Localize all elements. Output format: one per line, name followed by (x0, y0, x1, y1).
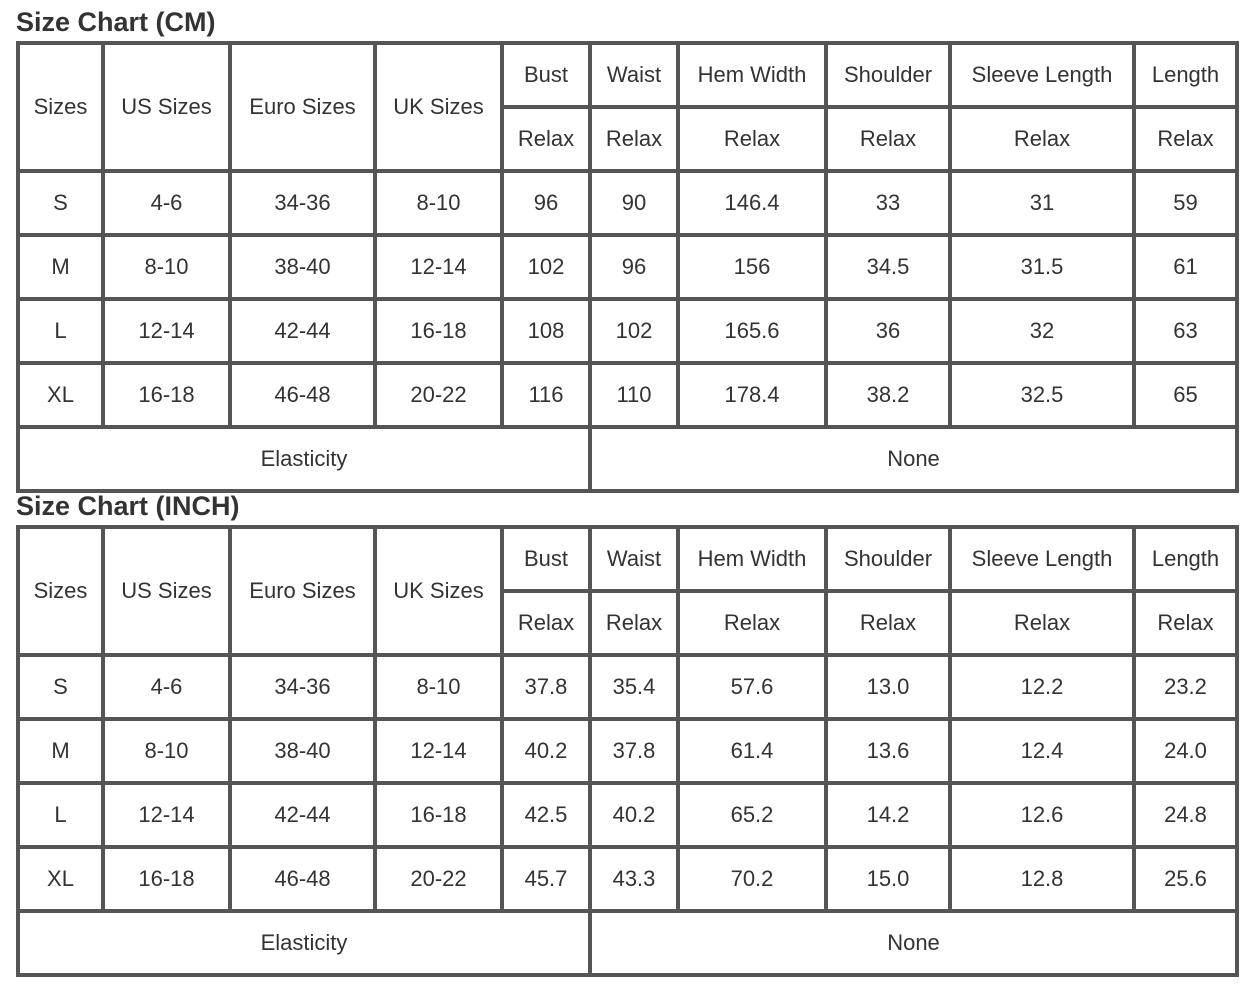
cell-shoulder: 33 (826, 171, 950, 235)
header-hem-width: Hem Width (678, 527, 826, 591)
size-chart-cm-title: Size Chart (CM) (16, 7, 216, 37)
cell-size: S (18, 171, 103, 235)
cell-waist: 110 (590, 363, 678, 427)
cell-hem-width: 65.2 (678, 783, 826, 847)
cell-size: S (18, 655, 103, 719)
cell-sleeve-length: 12.6 (950, 783, 1134, 847)
cell-sleeve-length: 32.5 (950, 363, 1134, 427)
cell-shoulder: 14.2 (826, 783, 950, 847)
cell-waist: 37.8 (590, 719, 678, 783)
elasticity-row (18, 911, 1237, 975)
cell-length: 25.6 (1134, 847, 1237, 911)
cell-sleeve-length: 31 (950, 171, 1134, 235)
cell-shoulder: 36 (826, 299, 950, 363)
cell-length: 65 (1134, 363, 1237, 427)
table-row (18, 847, 1237, 911)
size-chart-inch-title: Size Chart (INCH) (16, 491, 240, 521)
table-row (18, 719, 1237, 783)
cell-hem-width: 61.4 (678, 719, 826, 783)
cell-bust: 42.5 (502, 783, 590, 847)
cell-hem-width: 146.4 (678, 171, 826, 235)
cell-uk-size: 8-10 (375, 655, 502, 719)
header-shoulder: Shoulder (826, 527, 950, 591)
cell-shoulder: 15.0 (826, 847, 950, 911)
subheader-relax: Relax (950, 591, 1134, 655)
table-row (18, 363, 1237, 427)
subheader-relax: Relax (1134, 107, 1237, 171)
cell-length: 59 (1134, 171, 1237, 235)
elasticity-value: None (590, 911, 1237, 975)
subheader-relax: Relax (502, 107, 590, 171)
cell-waist: 35.4 (590, 655, 678, 719)
header-length: Length (1134, 43, 1237, 107)
header-waist: Waist (590, 527, 678, 591)
header-length: Length (1134, 527, 1237, 591)
cell-sleeve-length: 31.5 (950, 235, 1134, 299)
header-us-sizes: US Sizes (103, 527, 230, 655)
cell-us-size: 8-10 (103, 719, 230, 783)
cell-us-size: 12-14 (103, 299, 230, 363)
cell-bust: 37.8 (502, 655, 590, 719)
header-row (18, 43, 1237, 107)
cell-uk-size: 12-14 (375, 719, 502, 783)
cell-uk-size: 20-22 (375, 847, 502, 911)
cell-us-size: 16-18 (103, 363, 230, 427)
header-sleeve-length: Sleeve Length (950, 527, 1134, 591)
cell-uk-size: 16-18 (375, 783, 502, 847)
header-euro-sizes: Euro Sizes (230, 527, 375, 655)
header-row (18, 527, 1237, 591)
header-uk-sizes: UK Sizes (375, 527, 502, 655)
cell-size: XL (18, 363, 103, 427)
cell-waist: 43.3 (590, 847, 678, 911)
cell-euro-size: 46-48 (230, 847, 375, 911)
cell-hem-width: 57.6 (678, 655, 826, 719)
cell-sleeve-length: 32 (950, 299, 1134, 363)
cell-uk-size: 12-14 (375, 235, 502, 299)
elasticity-label: Elasticity (18, 427, 590, 491)
header-hem-width: Hem Width (678, 43, 826, 107)
table-row (18, 655, 1237, 719)
subheader-relax: Relax (826, 591, 950, 655)
cell-bust: 108 (502, 299, 590, 363)
cell-us-size: 16-18 (103, 847, 230, 911)
cell-hem-width: 178.4 (678, 363, 826, 427)
elasticity-label: Elasticity (18, 911, 590, 975)
subheader-relax: Relax (1134, 591, 1237, 655)
header-euro-sizes: Euro Sizes (230, 43, 375, 171)
cell-uk-size: 20-22 (375, 363, 502, 427)
cell-size: L (18, 299, 103, 363)
cell-hem-width: 165.6 (678, 299, 826, 363)
cell-length: 24.8 (1134, 783, 1237, 847)
cell-hem-width: 156 (678, 235, 826, 299)
cell-length: 24.0 (1134, 719, 1237, 783)
table-row (18, 235, 1237, 299)
table-row (18, 783, 1237, 847)
cell-sleeve-length: 12.2 (950, 655, 1134, 719)
header-sleeve-length: Sleeve Length (950, 43, 1134, 107)
header-us-sizes: US Sizes (103, 43, 230, 171)
cell-us-size: 4-6 (103, 655, 230, 719)
subheader-relax: Relax (502, 591, 590, 655)
cell-shoulder: 13.0 (826, 655, 950, 719)
size-chart-cm-table (16, 41, 1239, 493)
cell-size: L (18, 783, 103, 847)
cell-size: M (18, 719, 103, 783)
cell-uk-size: 8-10 (375, 171, 502, 235)
subheader-relax: Relax (950, 107, 1134, 171)
cell-hem-width: 70.2 (678, 847, 826, 911)
cell-euro-size: 46-48 (230, 363, 375, 427)
cell-bust: 40.2 (502, 719, 590, 783)
cell-shoulder: 13.6 (826, 719, 950, 783)
header-waist: Waist (590, 43, 678, 107)
cell-sleeve-length: 12.4 (950, 719, 1134, 783)
header-uk-sizes: UK Sizes (375, 43, 502, 171)
header-sizes: Sizes (18, 527, 103, 655)
cell-length: 61 (1134, 235, 1237, 299)
subheader-relax: Relax (678, 107, 826, 171)
cell-waist: 40.2 (590, 783, 678, 847)
cell-length: 63 (1134, 299, 1237, 363)
size-chart-inch-table (16, 525, 1239, 977)
cell-bust: 96 (502, 171, 590, 235)
header-bust: Bust (502, 527, 590, 591)
table-row (18, 171, 1237, 235)
cell-us-size: 4-6 (103, 171, 230, 235)
header-shoulder: Shoulder (826, 43, 950, 107)
cell-euro-size: 34-36 (230, 655, 375, 719)
cell-us-size: 8-10 (103, 235, 230, 299)
elasticity-value: None (590, 427, 1237, 491)
cell-bust: 102 (502, 235, 590, 299)
cell-waist: 102 (590, 299, 678, 363)
cell-shoulder: 38.2 (826, 363, 950, 427)
cell-size: XL (18, 847, 103, 911)
cell-us-size: 12-14 (103, 783, 230, 847)
cell-shoulder: 34.5 (826, 235, 950, 299)
cell-waist: 90 (590, 171, 678, 235)
cell-euro-size: 42-44 (230, 299, 375, 363)
cell-length: 23.2 (1134, 655, 1237, 719)
subheader-relax: Relax (590, 107, 678, 171)
subheader-relax: Relax (590, 591, 678, 655)
subheader-relax: Relax (826, 107, 950, 171)
elasticity-row (18, 427, 1237, 491)
cell-uk-size: 16-18 (375, 299, 502, 363)
cell-waist: 96 (590, 235, 678, 299)
cell-euro-size: 42-44 (230, 783, 375, 847)
header-sizes: Sizes (18, 43, 103, 171)
cell-euro-size: 38-40 (230, 235, 375, 299)
subheader-relax: Relax (678, 591, 826, 655)
cell-sleeve-length: 12.8 (950, 847, 1134, 911)
cell-euro-size: 38-40 (230, 719, 375, 783)
cell-euro-size: 34-36 (230, 171, 375, 235)
cell-size: M (18, 235, 103, 299)
cell-bust: 45.7 (502, 847, 590, 911)
cell-bust: 116 (502, 363, 590, 427)
header-bust: Bust (502, 43, 590, 107)
table-row (18, 299, 1237, 363)
